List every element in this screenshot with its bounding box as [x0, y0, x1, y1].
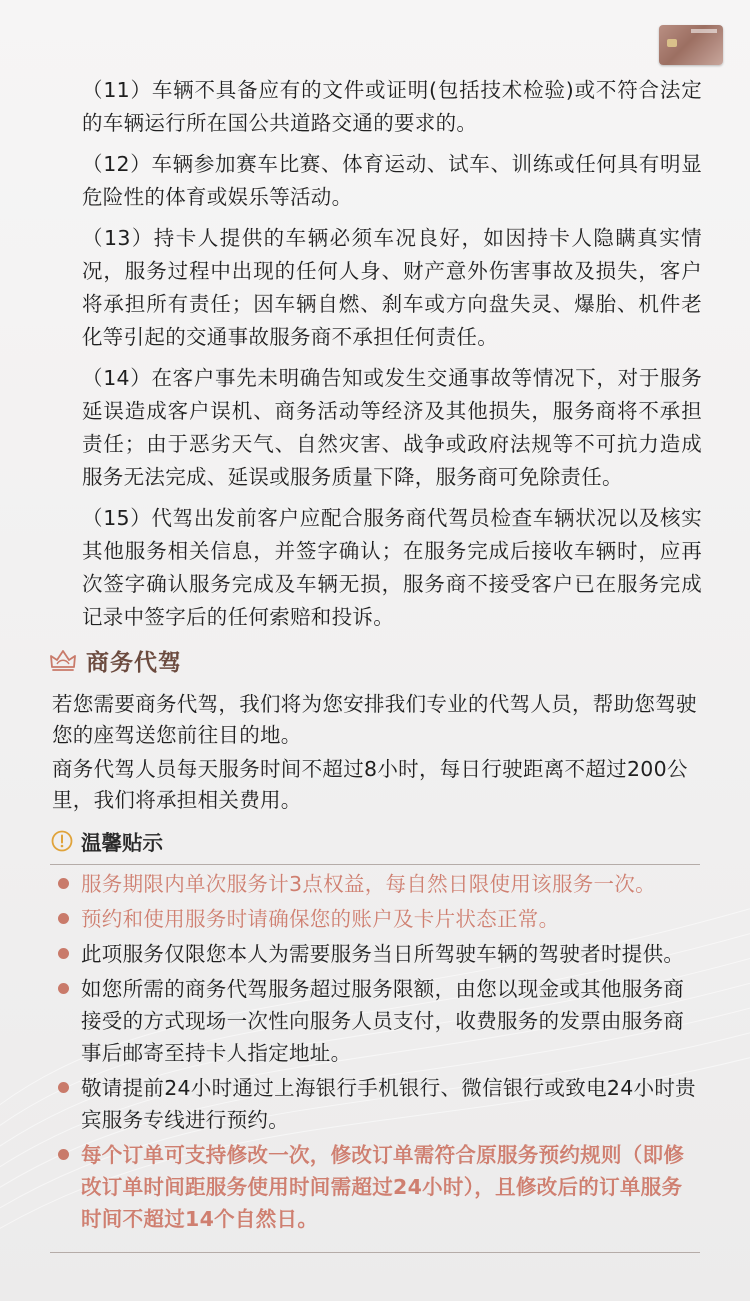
card-chip — [667, 39, 677, 47]
tip-text: 如您所需的商务代驾服务超过服务限额，由您以现金或其他服务商接受的方式现场一次性向服务人员支付，收费服务的发票由服务商事后邮寄至持卡人指定地址。 — [81, 977, 685, 1065]
bullet-icon — [58, 878, 69, 889]
bullet-icon — [58, 1082, 69, 1093]
alert-icon — [51, 830, 73, 852]
list-item — [57, 973, 700, 1069]
list-item — [57, 1139, 700, 1235]
tips-list — [57, 868, 700, 1238]
clause-15: （15）代驾出发前客户应配合服务商代驾员检查车辆状况以及核实其他服务相关信息，并签字确认；在服务完成后接收车辆时，应再次签字确认服务完成及车辆无损，服务商不接受客户已在服务完成记录中签字后的任何索赔和投诉。 — [82, 506, 702, 629]
divider-bottom — [50, 1252, 700, 1253]
list-item — [57, 868, 700, 900]
tip-text: 此项服务仅限您本人为需要服务当日所驾驶车辆的驾驶者时提供。 — [81, 942, 685, 966]
card-logo-stripe — [691, 29, 717, 33]
clause-11: （11）车辆不具备应有的文件或证明(包括技术检验)或不符合法定的车辆运行所在国公共道路交通的要求的。 — [82, 78, 702, 135]
list-item — [57, 903, 700, 935]
intro-paragraph: 商务代驾人员每天服务时间不超过8小时，每日行驶距离不超过200公里，我们将承担相关费用。 — [52, 757, 688, 812]
bullet-icon — [58, 948, 69, 959]
tip-text: 每个订单可支持修改一次，修改订单需符合原服务预约规则（即修改订单时间距服务使用时间需超过24小时），且修改后的订单服务时间不超过14个自然日。 — [81, 1143, 685, 1231]
intro-paragraph: 若您需要商务代驾，我们将为您安排我们专业的代驾人员，帮助您驾驶您的座驾送您前往目的地。 — [52, 692, 697, 747]
bank-card-thumbnail — [659, 25, 723, 65]
crown-icon — [48, 645, 78, 675]
bullet-icon — [58, 983, 69, 994]
clause-12: （12）车辆参加赛车比赛、体育运动、试车、训练或任何具有明显危险性的体育或娱乐等活动。 — [82, 152, 702, 209]
bullet-icon — [58, 1149, 69, 1160]
bullet-icon — [58, 913, 69, 924]
notice-title: 温馨贴示 — [81, 831, 163, 855]
notice-header — [51, 826, 163, 856]
terms-clauses — [82, 74, 702, 642]
tip-text: 敬请提前24小时通过上海银行手机银行、微信银行或致电24小时贵宾服务专线进行预约。 — [81, 1076, 696, 1132]
list-item — [57, 938, 700, 970]
divider-top — [50, 864, 700, 865]
section-header — [48, 642, 182, 678]
tip-text: 预约和使用服务时请确保您的账户及卡片状态正常。 — [81, 907, 560, 931]
section-intro — [52, 689, 702, 819]
list-item — [57, 1072, 700, 1136]
section-title: 商务代驾 — [86, 649, 182, 676]
tip-text: 服务期限内单次服务计3点权益，每自然日限使用该服务一次。 — [81, 872, 656, 896]
clause-14: （14）在客户事先未明确告知或发生交通事故等情况下，对于服务延误造成客户误机、商务活动等经济及其他损失，服务商将不承担责任；由于恶劣天气、自然灾害、战争或政府法规等不可抗力造成服务无法完成、延误或服务质量下降，服务商可免除责任。 — [82, 366, 702, 489]
clause-13: （13）持卡人提供的车辆必须车况良好，如因持卡人隐瞒真实情况，服务过程中出现的任何人身、财产意外伤害事故及损失，客户将承担所有责任；因车辆自燃、刹车或方向盘失灵、爆胎、机件老化等引起的交通事故服务商不承担任何责任。 — [82, 226, 702, 349]
